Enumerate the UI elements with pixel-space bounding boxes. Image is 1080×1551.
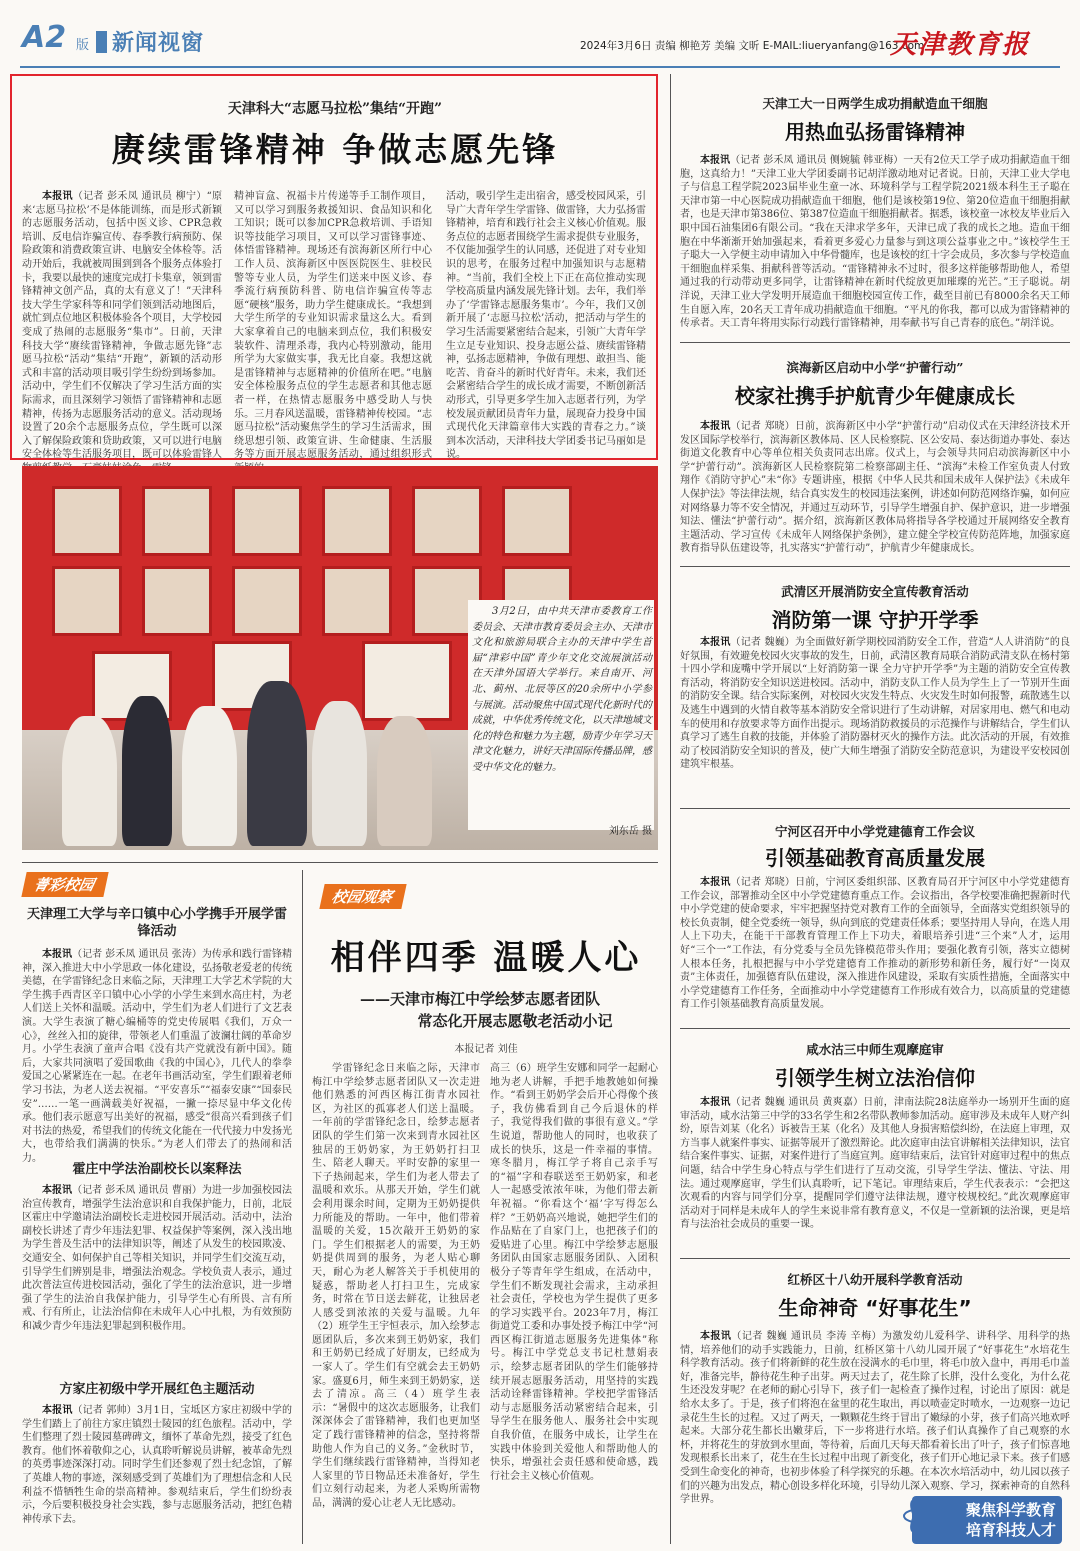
- dateline: 本报讯: [700, 1331, 732, 1342]
- right-article-5-headline: 引领学生树立法治信仰: [775, 1066, 975, 1090]
- left-article-1-kicker: 天津理工大学与辛口镇中心小学携手开展学雷锋活动: [26, 907, 287, 939]
- divider: [680, 1028, 1070, 1029]
- right-article-1-headline: 用热血弘扬雷锋精神: [785, 120, 965, 144]
- newspaper-logo: 天津教育报: [890, 30, 1031, 60]
- middle-byline: 本报记者 刘佳: [454, 1044, 518, 1055]
- section-tag-jingcai: 菁彩校园: [21, 872, 108, 897]
- middle-subtitle: ——天津市梅江中学绘梦志愿者团队: [360, 990, 601, 1008]
- column-divider-left: [302, 870, 303, 1544]
- lead-dateline: 本报讯: [42, 191, 73, 202]
- lead-kicker: 天津科大“志愿马拉松”集结“开跑”: [227, 101, 443, 117]
- right-article-4-headline: 引领基础教育高质量发展: [765, 846, 985, 870]
- dateline: 本报讯: [700, 1097, 731, 1108]
- right-article-1-body: [680, 154, 1070, 336]
- science-education-badge: [912, 1496, 1062, 1544]
- article-text: （记者 郑晓）日前，宁河区委组织部、区教育局召开宁河区中小学党建德育工作会议，部署推动全区中小学党建德育重点工作。会议指出，各学校要准确把握新时代中小学党建的使命要求，牢牢把握坚持党对教育工作的全面领导，全面落实党组织领导的校长负责制，健全党委统一领导，纵向到底的党建责任体系；要坚持用人导向，在选人用人上下功夫，在能干干部教育管理工作上下功夫，着眼培养引进“三个来”人才，运用好“三个一”工作法，有分党委与全员先锋模范带头作用；要强化教育引领，落实立德树人根本任务，扎根把握与中小学党建德育工作推动的新形势和新任务，履行好“一岗双责”主体责任，加强德育队伍建设，深入推进作风建设，采取有实质性措施，全面落实中小学党建德育工作任务，全面推动中小学党建德育工作形成有效合力，以高质量的党建德育工作引领基础教育高质量发展。: [680, 877, 1071, 1011]
- dateline: 本报讯: [42, 949, 73, 960]
- divider: [680, 1258, 1070, 1259]
- right-article-1-kicker: 天津工大一日两学生成功捐献造血干细胞: [762, 96, 988, 111]
- section-tag-campus: 校园观察: [319, 884, 406, 909]
- right-article-2-headline: 校家社携手护航青少年健康成长: [735, 384, 1015, 408]
- right-article-6-kicker: 红桥区十八幼开展科学教育活动: [787, 1272, 963, 1287]
- version-label: 版: [76, 38, 90, 53]
- lead-col-2: 精神盲盒、祝福卡片传递等手工制作项目，又可以学习到服务救援知识、食品知识和化工知识；既可以参加CPR急救培训、手语知识等技能学习项目，又可以学习雷锋事迹、体悟雷锋精神。现场还有滨海新区所行中心工作人员、滨海新区中医医院医生、驻校民警等专业人员，为学生们送来中医义诊、春季流行病预防科普、防电信诈骗宣传等志愿“硬核”服务，助力学生健康成长。“我想到大学生所学的专业知识需求量这么大。看到大家拿着自己的电脑来到点位，我们积极安装软件、清理杀毒，我内心特别激动，能用所学为大家做实事，我无比自豪。我想这就是雷锋精神与志愿精神的价值所在吧。”电脑安全体检服务点位的学生志愿者和其他志愿者一样，在热情志愿服务中感受助人与快乐。三月春风送温暖，雷锋精神传校园。“志愿马拉松”活动聚焦学生的学习生活需求，围绕思想引领、政策宣讲、生命健康、生活服务等方面开展志愿服务活动，通过组织形式: [234, 191, 432, 461]
- left-article-1-body: [22, 948, 292, 1164]
- badge-line-1: 聚焦科学教育: [965, 1501, 1056, 1519]
- right-article-2-kicker: 滨海新区启动中小学“护蕾行动”: [786, 360, 964, 375]
- right-article-2-body: [680, 420, 1070, 556]
- right-article-4-body: [680, 876, 1070, 1018]
- lead-col-1: [22, 190, 222, 461]
- left-article-2-kicker: 霍庄中学法治副校长以案释法: [72, 1162, 242, 1177]
- left-article-3-kicker: 方家庄初级中学开展红色主题活动: [59, 1382, 255, 1397]
- dateline: 本报讯: [700, 155, 731, 166]
- left-article-2-body: [22, 1184, 292, 1364]
- article-text: （记者 郑晓）日前，滨海新区中小学“护蕾行动”启动仪式在天津经济技术开发区国际学校举行，滨海新区教体局、区人民检察院、区公安局、泰达街道办事处、泰达街道文化教育中心等单位相关负责同志出席。仪式上，与会领导共同启动滨海新区中小学“护蕾行动”。滨海新区人民检察院第二检察部副主任、“滨海”未检工作室负责人付致翔作《消防守护心”未“你》专题讲座，根据《中华人民共和国未成年人保护法》《未成年人保护法》等法律法规，结合真实发生的校园违法案例，讲述如何防范网络诈骗，如何应对网络暴力等不安全情况，并通过互动环节，引导学生增强自护、保护意识，进一步增强知法、懂法“护蕾行动”。据介绍，滨海新区教体局将指导各学校通过开展网络安全教育主题活动、学习宣传《未成年人网络保护条例》，建立健全学校宣传防范阵地，加强家庭教育指导队伍建设等，扎实落实“护蕾行动”，护航青少年健康成长。: [680, 421, 1071, 555]
- lead-col-3: 活动，吸引学生走出宿舍，感受校园风采，引导广大青年学生学雷锋、做雷锋，大力弘扬雷锋精神，培育和践行社会主义核心价值观。服务点位的志愿者围绕学生需求提供专业服务，不仅能加强学生的认同感，还促进了对专业知识的思考，在服务过程中加强知识与志愿精神。“当前，我们全校上下正在高位推动实现学校高质量内涵发展先锋计划。去年，我们举办了‘学雷锋志愿服务集市’。今年，我们又创新开展了‘志愿马拉松’活动，把活动与学生的学习生活需要紧密结合起来，引领广大青年学生立足专业知识、投身志愿公益、赓续雷锋精神，弘扬志愿精神，争做有理想、敢担当、能吃苦、肯奋斗的新时代好青年。未来，我们还会紧密结合学生的成长成才需要，不断创新活动形式，引导更多学生加入志愿者行列，为学校发展贡献团员青年力量，展现奋力投身中国式现代化天津篇章伟大实践的青春之力。”谈到本次活动，天津科技大学团委书记马丽如是说。: [446, 191, 646, 461]
- dateline: 本报讯: [42, 1185, 73, 1196]
- left-article-3-body: [22, 1404, 292, 1544]
- lead-col-1-text: （记者 彭禾凤 通讯员 柳宁）“原来‘志愿马拉松’不是体能训练，而是形式新颖的志愿服务活动，包括中医义诊、CPR急救培训、反电信诈骗宣传、春季教行病预防、保险政策和消费政策宣讲、电脑安全体检等。活动开始后，我就被周围到到各个服务点体验打卡，我要以最快的速度完成打卡集章，领到雷锋精神文创产品，真的太有意义了！”天津科技大学生学家科等和同学们领到活动地图后，就忙到点位地区积极体验各个项目，大学校园变成了热闹的志愿服务“集市”。日前，天津科技大学“赓续雷锋精神，争做志愿先锋”志愿马拉松“活动”集结“开跑”，新颖的活动形式和丰富的活动项目吸引学生纷纷到场参加。活动中，学生们不仅解决了学习生活方面的实际需求，而且深刻学习领悟了雷锋精神和志愿精神，传扬为志愿服务活动的意义。活动现场设置了20余个志愿服务点位，学生既可以深入了解保险政策和贷助政策，又可以进行电脑安全体检等生活服务项目，既可以体验雷锋人: [22, 191, 222, 461]
- divider: [22, 862, 658, 863]
- photo-credit: 刘东岳 摄: [608, 826, 652, 837]
- dateline: 本报讯: [700, 637, 731, 648]
- middle-col-2: 高三（6）班学生安娜和同学一起耐心地为老人讲解，手把手地教她如何操作。“看到王奶奶学会后开心得像个孩子，我仿佛看到自己今后退休的样子，我觉得我们做的事很有意义。”学生说道，帮助他人的同时，也收获了成长的快乐，这是一件幸福的事情。寒冬腊月，梅江学子将自己亲手写的“福”字和春联送至王奶奶家，和老人一起感受浓浓年味，为他们带去新年祝福。“你看这个‘福’字写得怎么样？”王奶奶高兴地说，她把学生们的作品贴在了自家门上，也把孩子们的爱贴进了心里。梅江中学绘梦志愿服务团队由国家志愿服务团队、入团积极分子等青年学生组成，在活动中，学生们不断发现社会需求，主动承担社会责任，学校也为学生提供了更多的学习实践平台。2023年7月，梅江街道党工委和办事处授予梅江中学“河西区梅江街道志愿服务先进集体”称号。梅江中学党总支书记杜慧娟表示，绘梦志愿者团队的学生们能够持续开展志愿服务活动，用坚持的实践活动诠释雷锋精神。学校把学雷锋活动与志愿服务活动紧密结合起来，引导学生在服务他人、服务社会中实现自我价值，在服务中成长，让学生在实践中体验到关爱他人和帮助他人的快乐，增强社会责任感和使命感，践行社会主义核心价值观。: [490, 1063, 658, 1482]
- section-marker: [96, 31, 107, 53]
- article-text: （记者 彭禾凤 通讯员 侧婉毓 韩亚梅）一天有2位天工学子成功捐献造血干细胞，这真给力！”天津工业大学团委副书记胡洋激动地对记者说。日前，天津工业大学电子与信息工程学院2023届毕业生童一冰、环境科学与工程学院2021级本科生王子聪在天津市第一中心医院成功捐献造血干细胞，他们是该校第19位、第20位造血干细胞捐献者，也是天津市第386位、第387位造血干细胞捐献者。据悉，该校童一冰校友毕业后入职中国石油集团6有限公司。“我在天津求学多年，天津已成了我的成长之地。造血干细胞在中华渐渐开始加强起来，看着更多爱心力量参与到这项公益事业之中。”该校学生王子聪大一入学便主动申请加入中华骨髓库，也是该校的红十字会成员，多次参与学校造血干细胞血样采集、捐献科普等活动。“雷锋精神永不过时，很多这样能够帮助他人，希望通过我的行动带动更多同学，让雷锋精神在新时代绽放更加璀璨的光芒。”王子聪说。胡洋说，天津工业大学发明开展造血干细胞校园宣传工作，截至目前已有8000余名天工师生自愿入库，20名天工青年成功捐献造血干细胞。“平凡的你我，都可以成为雷锋精神的传承者。天工青年将用实际行动践行雷锋精神，用奉献书写自己青春的底色。”胡洋说。: [680, 155, 1071, 330]
- right-article-3-body: [680, 636, 1070, 798]
- right-article-4-kicker: 宁河区召开中小学党建德育工作会议: [774, 824, 975, 839]
- dateline: 本报讯: [700, 877, 731, 888]
- middle-headline: 相伴四季 温暖人心: [330, 938, 642, 978]
- right-article-6-body: [680, 1330, 1071, 1506]
- right-article-3-headline: 消防第一课 守护开学季: [771, 608, 979, 632]
- right-article-5-kicker: 咸水沽三中师生观摩庭审: [806, 1042, 944, 1057]
- header-info: 2024年3月6日 责编 柳艳芳 美编 文昕 E-MAIL:liueryanfang@163.com: [580, 40, 925, 52]
- photo-caption: 3月2日，由中共天津市委教育工作委员会、天津市教育委员会主办、天津市文化和旅游局联合主办的天津中学生首届“津彩中国”青少年文化交流展演活动在天津外国语大学举行。来自南开、河北、蓟州、北辰等区的20余所中小学参与展演。活动聚焦中国式现代化新时代的成就，中华优秀传统文化，以天津地域文化的特色和魅力为主题，励青少年学习天津文化魅力，讲好天津国际传播品牌，感受中华文化的魅力。: [472, 606, 652, 773]
- page-number: A2: [22, 20, 67, 55]
- header-rule: [20, 66, 1060, 68]
- middle-subtitle-2: 常态化开展志愿敬老活动小记: [417, 1012, 613, 1030]
- page-header: [0, 0, 1080, 66]
- article-text: （记者 彭禾凤 通讯员 张涛）为传承和践行雷锋精神，深入推进大中小学思政一体化建设，弘扬敬老爱老的传统美德，在学雷锋纪念日来临之际，天津理工大学艺术学院的大学生携手西青区辛口镇中心小学的小学生来到水高庄村，为老人们送上关怀和温暖。活动中，学生们为老人们进行了文艺表演。大学生表演了糖心编桶等的党史传展唱《我们，万众一心》，丝丝入扣的旋律，带领老人们重温了波澜壮阔的革命岁月。小学生表演了童声合唱《没有共产党就没有新中国》。随后，大家共同演唱了爱国歌曲《我的中国心》，几代人的拳拳爱国之心紧紧连在一起。在老年书画活动室，学生们跟着老师学习书法，为老人送去祝福。“平安喜乐”“福泰安康”“国泰民安”……一笔一画满载美好祝福，一撇一捺尽显中华文化传承。他们表示愿意写出美好的祝福，感受“很高兴看到孩子们对书法的热爱，希望我们的传统文化能在一代代接力中发扬光大，也带给我们满满的快乐。”为老人们带去了的热闹和活力。: [22, 949, 292, 1164]
- dateline: 本报讯: [42, 1405, 73, 1416]
- dateline: 本报讯: [700, 421, 731, 432]
- divider: [680, 342, 1070, 343]
- article-text: （记者 彭禾凤 通讯员 曹丽）为进一步加强校园法治宣传教育，增强学生法治意识和自我保护能力，日前，北辰区霍庄中学邀请法治副校长走进校园开展活动。活动中，法治副校长讲述了青少年违法犯罪、权益保护等案例，深入浅出地为学生普及生活中的法律知识等，阐述了从发生的校园欺凌、交通安全、如何保护自己等相关知识，并同学生们交流互动，引导学生们辨别是非，增强法治观念。学校负责人表示，通过此次普法宣传进校园活动，强化了学生的法治意识，进一步增强了学生的法治自我保护能力，引导学生心有所畏、言有所戒、行有所止，让法治信仰在未成年人心中扎根，为有效预防和减少青少年违法犯罪起到积极作用。: [22, 1185, 292, 1332]
- article-text: （记者 魏巍 通讯员 黄爽嘉）日前，津南法院28法庭举办一场别开生面的庭审活动，咸水沽第三中学的33名学生和2名带队教师参加活动。庭审涉及未成年人财产纠纷，原告刘某（化名）诉被告王某（化名）及其他人身损害赔偿纠纷，在法庭上审理，双方当事人就案件事实、证据等展开了激烈辩论。此次庭审由法官讲解相关法律知识，法官结合案件事实、证据，对案件进行了当庭宣判。庭审结束后，法官针对庭审过程中的焦点问题，结合中学生身心特点与学生们进行了互动交流，引导学生学法、懂法、守法、用法。通过观摩庭审，学生们认真聆听，记下笔记。审理结束后，学生代表表示：“会把这次观看的内容与同学们分享，提醒同学们遵守法律法规，遵守校规校纪。”此次观摩庭审活动对于同样是未成年人的学生来说非常有教育意义，不仅是一堂新颖的法治课，更是培育与法治社会成员的重要一课。: [680, 1097, 1071, 1231]
- divider: [680, 566, 1070, 567]
- lead-headline: 赓续雷锋精神 争做志愿先锋: [111, 130, 559, 169]
- right-article-6-headline: 生命神奇 “好事花生”: [778, 1296, 972, 1320]
- article-text: （记者 郭帅）3月1日，宝坻区方家庄初级中学的学生们踏上了前往方家庄镇烈士陵园的红色旅程。活动中，学生们整理了烈士陵园墓碑碑文，缅怀了革命先烈，接受了红色教育。他们怀着敬仰之心，认真聆听解说员讲解，被革命先烈的英勇事迹深深打动。同时学生们还参观了烈士纪念馆，了解了英雄人物的事迹，深刻感受到了英雄们为了理想信念和人民利益不惜牺牲生命的崇高精神。参观结束后，学生们纷纷表示，今后要积极投身社会实践，参与志愿服务活动，把红色精神传承下去。: [22, 1405, 293, 1525]
- divider: [680, 808, 1070, 809]
- right-article-5-body: [680, 1096, 1070, 1248]
- right-article-6-tail: [680, 1490, 900, 1544]
- article-text: （记者 魏巍）为全面做好新学期校园消防安全工作，营造“人人讲消防”的良好氛围，有效避免校园火灾事故的发生，日前，武清区教育局联合消防武清支队在杨村第十四小学和庞嘴中学开展以“上好消防第一课 全力守护开学季”为主题的消防安全宣传教育活动，将消防安全知识送进校园。活动中，消防支队工作人员为学生上了一节别开生面的消防安全课。结合实际案例，对校园火灾发生特点、火灾发生时如何报警，疏散逃生以及逃生中遇到的火情自救等基本消防安全常识进行了生动讲解，对居家用电、燃气和电动车的使用和存放要求等方面作出提示。现场消防救援员的示范操作与讲解结合，学生们认真学习了逃生自救的技能，并体验了消防器材灭火的操作方法。此次活动的开展，有效推动了校园消防安全知识的普及，使广大师生增强了消防安全防范意识，为建设平安校园创建筑牢根基。: [680, 637, 1071, 771]
- badge-line-2: 培育科技人才: [965, 1521, 1056, 1539]
- article-text: （记者 魏巍 通讯员 李涛 辛梅）为激发幼儿爱科学、讲科学、用科学的热情，培养他们的动手实践能力，日前，红桥区第十八幼儿园开展了“好事花生”水培花生科学教育活动。孩子们将新鲜的花生放在浸满水的毛巾里，将毛巾放入盘中，再用毛巾盖好，准备完毕，静待花生种子出芽。两天过去了，花生除了长胖，没什么变化，为什么花生还没发芽呢？在老师的耐心引导下，孩子们一起检查了操作过程，讨论出了原因：就是给水太多了。于是，孩子们将泡在盆里的花生取出，再以喷壶定时喷水，一边观察一边记录花生生长的过程。又过了两天，一颗颗花生终于冒出了嫩绿的小芽，孩子们高兴地欢呼起来。大部分花生都长出嫩芽后，下一步将进行水培。孩子们认真操作了自己观察的水杯，并将花生的芽放到水里面，等待着，后面几天每天都看着长出了叶子，孩子们惊喜地发现根系长出来了，花生在生长过程中出现了新变化，孩子们开心地记录下来。孩子们感受到生命变化的神奇，也初步体验了科学探究的乐趣。在本次水培活动中，幼儿园以孩子们的兴趣为出发点，精心创设多样化环境，引导幼儿深入观察、学习，探索神奇的自然科学世界。: [680, 1331, 1071, 1506]
- middle-col-1: 学雷锋纪念日来临之际，天津市梅江中学绘梦志愿者团队又一次走进他们熟悉的河西区梅江街青水园社区，为社区的孤寡老人们送上温暖。一年前的学雷锋纪念日，绘梦志愿者团队的学生们第一次来到青水园社区独居的王奶奶家，为王奶奶打扫卫生、陪老人聊天。平时安静的家里一下子热闹起来，学生们为老人带去了温暖和欢乐。从那天开始，学生们就会利用课余时间，定期为王奶奶提供力所能及的帮助。一年中，他们带着温暖的关爱，15次敲开王奶奶的家门。学生们根据老人的需要，为王奶奶提供周到的服务，为老人贴心聊天，耐心为老人解答关于手机使用的疑惑，帮助老人打扫卫生，完成家务，时常在节日送去鲜花，让独居老人感受到浓浓的关爱与温暖。九年（2）班学生王宇恒表示，加入绘梦志愿团队后，多次来到王奶奶家，我们和王奶奶已经成了好朋友，已经成为一家人了。学生们有空就会去王奶奶家。盛夏6月，师生来到王奶奶家，送去了清凉。高三（4）班学生表示：“暑假中的这次志愿服务，让我们深深体会了雷锋精神，我们也更加坚定了践行雷锋精神的信念，坚持将帮助他人作为自己的义务。”金秋时节，学生们继续践行雷锋精神，当得知老人家里的节日物品还未准备好，学生们立刻行动起来，为老人采购所需物品，满满的爱心让老人无比感动。: [312, 1063, 480, 1509]
- column-divider-right: [670, 74, 671, 1544]
- right-article-3-kicker: 武清区开展消防安全宣传教育活动: [781, 584, 969, 599]
- section-name: 新闻视窗: [112, 31, 205, 56]
